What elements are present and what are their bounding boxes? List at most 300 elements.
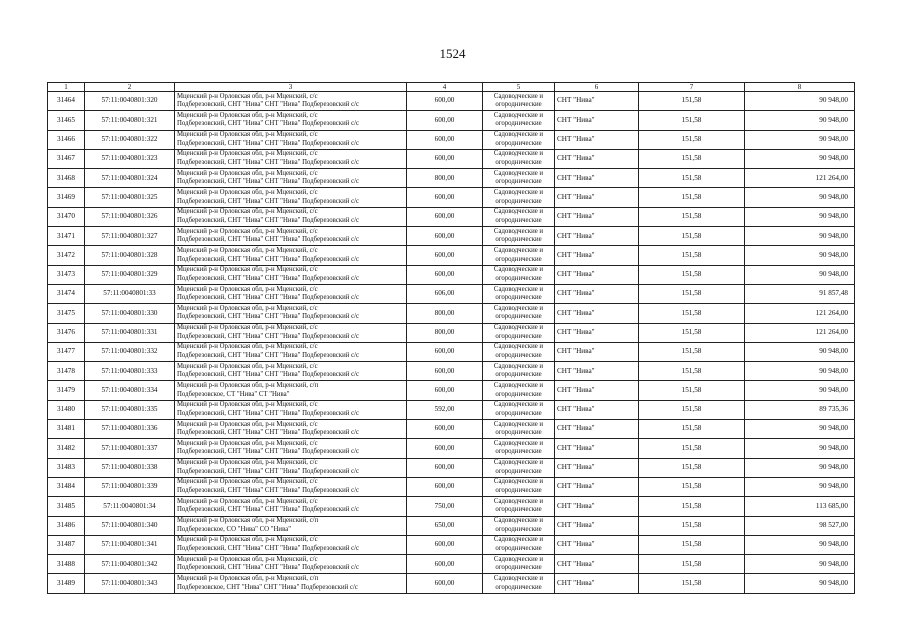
land-use-line-2: огороднические: [495, 332, 542, 340]
user-name: СНТ "Нива": [555, 535, 639, 554]
address-line-2: Подберезовский, СНТ "Нива" СНТ "Нива" Подберезовский с/с: [177, 101, 359, 109]
cadastral-cost: 90 948,00: [745, 439, 855, 458]
unit-rate: 151,58: [639, 381, 745, 400]
column-header: 1: [48, 83, 85, 92]
land-use-line-1: Садоводческие и: [493, 459, 544, 467]
cadastral-number: 57:11:0040801:337: [85, 439, 175, 458]
cadastral-number: 57:11:0040801:331: [85, 323, 175, 342]
table-row: [48, 207, 855, 226]
cadastral-number: 57:11:0040801:323: [85, 149, 175, 168]
table-row: [48, 439, 855, 458]
land-use-line-2: огороднические: [495, 371, 542, 379]
user-name: СНТ "Нива": [555, 169, 639, 188]
land-use-line-2: огороднические: [495, 216, 542, 224]
land-use-line-1: Садоводческие и: [493, 131, 544, 139]
land-use-line-2: огороднические: [495, 525, 542, 533]
table-row: [48, 420, 855, 439]
area-value: 600,00: [407, 477, 483, 496]
cadastral-number: 57:11:0040801:333: [85, 362, 175, 381]
land-use-line-1: Садоводческие и: [493, 497, 544, 505]
address-line-1: Мценский р-н Орловская обл, р-н Мценский, с/с: [177, 555, 318, 563]
address-line-2: Подберезовский, СНТ "Нива" СНТ "Нива" Подберезовский с/с: [177, 409, 359, 417]
column-number-row: [48, 83, 855, 92]
cadastral-number: 57:11:0040801:326: [85, 207, 175, 226]
user-name: СНТ "Нива": [555, 381, 639, 400]
land-use-line-2: огороднические: [495, 101, 542, 109]
land-use-line-1: Садоводческие и: [493, 478, 544, 486]
record-number: 31479: [48, 381, 85, 400]
address-line-1: Мценский р-н Орловская обл, р-н Мценский, с/с: [177, 227, 318, 235]
address-line-1: Мценский р-н Орловская обл, р-н Мценский, с/с: [177, 208, 318, 216]
address-line-1: Мценский р-н Орловская обл, р-н Мценский, с/с: [177, 478, 318, 486]
cadastral-cost: 98 527,00: [745, 516, 855, 535]
address-cell: [175, 246, 407, 265]
user-name: СНТ "Нива": [555, 516, 639, 535]
land-use-cell: [483, 516, 555, 535]
land-use-cell: [483, 169, 555, 188]
land-use-line-2: огороднические: [495, 409, 542, 417]
unit-rate: 151,58: [639, 304, 745, 323]
land-use-cell: [483, 555, 555, 574]
unit-rate: 151,58: [639, 477, 745, 496]
cadastral-number: 57:11:0040801:330: [85, 304, 175, 323]
table-row: [48, 169, 855, 188]
land-use-line-1: Садоводческие и: [493, 285, 544, 293]
land-use-line-1: Садоводческие и: [493, 401, 544, 409]
user-name: СНТ "Нива": [555, 439, 639, 458]
area-value: 600,00: [407, 342, 483, 361]
address-line-2: Подберезовский, СНТ "Нива" СНТ "Нива" Подберезовский с/с: [177, 506, 359, 514]
land-use-cell: [483, 420, 555, 439]
cadastral-number: 57:11:0040801:343: [85, 574, 175, 593]
record-number: 31488: [48, 555, 85, 574]
land-use-cell: [483, 439, 555, 458]
cadastral-cost: 90 948,00: [745, 130, 855, 149]
cadastral-number: 57:11:0040801:321: [85, 111, 175, 130]
address-line-2: Подберезовский, СНТ "Нива" СНТ "Нива" Подберезовский с/с: [177, 236, 359, 244]
user-name: СНТ "Нива": [555, 555, 639, 574]
address-cell: [175, 535, 407, 554]
area-value: 600,00: [407, 555, 483, 574]
land-use-line-1: Садоводческие и: [493, 420, 544, 428]
address-line-2: Подберезовский, СНТ "Нива" СНТ "Нива" Подберезовский с/с: [177, 448, 359, 456]
record-number: 31483: [48, 458, 85, 477]
column-header: 5: [483, 83, 555, 92]
unit-rate: 151,58: [639, 111, 745, 130]
cadastral-number: 57:11:0040801:320: [85, 92, 175, 111]
land-use-cell: [483, 535, 555, 554]
record-number: 31485: [48, 497, 85, 516]
unit-rate: 151,58: [639, 246, 745, 265]
land-use-cell: [483, 362, 555, 381]
cadastral-cost: 90 948,00: [745, 555, 855, 574]
table-row: [48, 535, 855, 554]
area-value: 600,00: [407, 574, 483, 593]
table-row: [48, 111, 855, 130]
user-name: СНТ "Нива": [555, 574, 639, 593]
record-number: 31489: [48, 574, 85, 593]
address-cell: [175, 111, 407, 130]
address-line-2: Подберезовский, СНТ "Нива" СНТ "Нива" Подберезовский с/с: [177, 544, 359, 552]
table-row: [48, 555, 855, 574]
address-line-1: Мценский р-н Орловская обл, р-н Мценский, с/с: [177, 246, 318, 254]
address-cell: [175, 284, 407, 303]
table-row: [48, 92, 855, 111]
land-use-cell: [483, 304, 555, 323]
area-value: 600,00: [407, 227, 483, 246]
area-value: 600,00: [407, 265, 483, 284]
user-name: СНТ "Нива": [555, 130, 639, 149]
table-row: [48, 362, 855, 381]
column-header: 7: [639, 83, 745, 92]
land-use-line-2: огороднические: [495, 197, 542, 205]
land-use-cell: [483, 477, 555, 496]
user-name: СНТ "Нива": [555, 92, 639, 111]
unit-rate: 151,58: [639, 227, 745, 246]
address-line-2: Подберезовский, СНТ "Нива" СНТ "Нива" Подберезовский с/с: [177, 255, 359, 263]
area-value: 600,00: [407, 535, 483, 554]
table-row: [48, 323, 855, 342]
table-row: [48, 246, 855, 265]
address-cell: [175, 555, 407, 574]
address-line-2: Подберезовский, СНТ "Нива" СНТ "Нива" Подберезовский с/с: [177, 216, 359, 224]
cadastral-cost: 113 685,00: [745, 497, 855, 516]
column-header: 8: [745, 83, 855, 92]
land-use-cell: [483, 458, 555, 477]
land-use-line-2: огороднические: [495, 583, 542, 591]
address-cell: [175, 130, 407, 149]
table-row: [48, 149, 855, 168]
address-line-1: Мценский р-н Орловская обл, р-н Мценский, с/с: [177, 92, 318, 100]
area-value: 600,00: [407, 92, 483, 111]
record-number: 31472: [48, 246, 85, 265]
unit-rate: 151,58: [639, 400, 745, 419]
cadastral-number: 57:11:0040801:33: [85, 284, 175, 303]
land-use-cell: [483, 381, 555, 400]
address-line-2: Подберезовский, СНТ "Нива" СНТ "Нива" Подберезовский с/с: [177, 564, 359, 572]
user-name: СНТ "Нива": [555, 400, 639, 419]
cadastral-number: 57:11:0040801:322: [85, 130, 175, 149]
area-value: 600,00: [407, 188, 483, 207]
address-cell: [175, 342, 407, 361]
address-line-2: Подберезовское, СНТ "Нива" СНТ "Нива" Подберезовский с/с: [177, 583, 358, 591]
user-name: СНТ "Нива": [555, 304, 639, 323]
area-value: 650,00: [407, 516, 483, 535]
column-header: 3: [175, 83, 407, 92]
cadastral-cost: 121 264,00: [745, 304, 855, 323]
user-name: СНТ "Нива": [555, 342, 639, 361]
address-cell: [175, 458, 407, 477]
land-use-cell: [483, 130, 555, 149]
address-line-1: Мценский р-н Орловская обл, р-н Мценский, с/с: [177, 266, 318, 274]
record-number: 31471: [48, 227, 85, 246]
address-line-1: Мценский р-н Орловская обл, р-н Мценский, с/п: [177, 574, 319, 582]
address-line-2: Подберезовское, СТ "Нива" СТ "Нива": [177, 390, 290, 398]
cadastral-cost: 90 948,00: [745, 227, 855, 246]
land-use-line-2: огороднические: [495, 544, 542, 552]
record-number: 31465: [48, 111, 85, 130]
address-line-2: Подберезовский, СНТ "Нива" СНТ "Нива" Подберезовский с/с: [177, 274, 359, 282]
address-line-2: Подберезовский, СНТ "Нива" СНТ "Нива" Подберезовский с/с: [177, 139, 359, 147]
address-line-1: Мценский р-н Орловская обл, р-н Мценский, с/с: [177, 362, 318, 370]
cadastral-cost: 89 735,36: [745, 400, 855, 419]
cadastral-cost: 121 264,00: [745, 169, 855, 188]
record-number: 31466: [48, 130, 85, 149]
address-line-2: Подберезовский, СНТ "Нива" СНТ "Нива" Подберезовский с/с: [177, 120, 359, 128]
land-use-cell: [483, 149, 555, 168]
area-value: 800,00: [407, 304, 483, 323]
address-cell: [175, 227, 407, 246]
address-line-2: Подберезовское, СО "Нива" СО "Нива": [177, 525, 291, 533]
cadastral-number: 57:11:0040801:341: [85, 535, 175, 554]
land-use-line-1: Садоводческие и: [493, 574, 544, 582]
address-cell: [175, 381, 407, 400]
user-name: СНТ "Нива": [555, 265, 639, 284]
user-name: СНТ "Нива": [555, 323, 639, 342]
address-cell: [175, 265, 407, 284]
cadastral-number: 57:11:0040801:342: [85, 555, 175, 574]
address-cell: [175, 420, 407, 439]
cadastral-cost: 90 948,00: [745, 342, 855, 361]
land-use-cell: [483, 265, 555, 284]
cadastral-cost: 90 948,00: [745, 535, 855, 554]
cadastral-cost: 90 948,00: [745, 265, 855, 284]
cadastral-cost: 90 948,00: [745, 381, 855, 400]
unit-rate: 151,58: [639, 439, 745, 458]
land-use-line-1: Садоводческие и: [493, 92, 544, 100]
land-use-cell: [483, 323, 555, 342]
unit-rate: 151,58: [639, 555, 745, 574]
table-row: [48, 381, 855, 400]
land-use-cell: [483, 246, 555, 265]
table-row: [48, 477, 855, 496]
table-row: [48, 497, 855, 516]
address-line-2: Подберезовский, СНТ "Нива" СНТ "Нива" Подберезовский с/с: [177, 178, 359, 186]
land-use-cell: [483, 400, 555, 419]
land-use-line-2: огороднические: [495, 178, 542, 186]
cadastral-number: 57:11:0040801:334: [85, 381, 175, 400]
cadastral-cost: 91 857,48: [745, 284, 855, 303]
land-use-line-2: огороднические: [495, 294, 542, 302]
address-line-1: Мценский р-н Орловская обл, р-н Мценский, с/с: [177, 169, 318, 177]
land-use-line-1: Садоводческие и: [493, 150, 544, 158]
address-cell: [175, 497, 407, 516]
unit-rate: 151,58: [639, 188, 745, 207]
record-number: 31464: [48, 92, 85, 111]
user-name: СНТ "Нива": [555, 458, 639, 477]
land-use-line-2: огороднические: [495, 429, 542, 437]
land-use-line-2: огороднические: [495, 564, 542, 572]
table-row: [48, 516, 855, 535]
cadastral-cost: 90 948,00: [745, 92, 855, 111]
unit-rate: 151,58: [639, 207, 745, 226]
address-line-2: Подберезовский, СНТ "Нива" СНТ "Нива" Подберезовский с/с: [177, 159, 359, 167]
record-number: 31475: [48, 304, 85, 323]
address-cell: [175, 400, 407, 419]
unit-rate: 151,58: [639, 458, 745, 477]
cadastral-number: 57:11:0040801:328: [85, 246, 175, 265]
record-number: 31476: [48, 323, 85, 342]
land-use-line-1: Садоводческие и: [493, 324, 544, 332]
cadastral-number: 57:11:0040801:332: [85, 342, 175, 361]
land-use-cell: [483, 111, 555, 130]
land-use-line-1: Садоводческие и: [493, 439, 544, 447]
address-line-2: Подберезовский, СНТ "Нива" СНТ "Нива" Подберезовский с/с: [177, 487, 359, 495]
area-value: 600,00: [407, 246, 483, 265]
address-cell: [175, 207, 407, 226]
cadastral-number: 57:11:0040801:327: [85, 227, 175, 246]
land-use-cell: [483, 207, 555, 226]
address-line-2: Подберезовский, СНТ "Нива" СНТ "Нива" Подберезовский с/с: [177, 332, 359, 340]
land-use-line-2: огороднические: [495, 313, 542, 321]
cadastral-cost: 121 264,00: [745, 323, 855, 342]
record-number: 31477: [48, 342, 85, 361]
unit-rate: 151,58: [639, 323, 745, 342]
land-use-cell: [483, 92, 555, 111]
unit-rate: 151,58: [639, 130, 745, 149]
land-use-line-1: Садоводческие и: [493, 266, 544, 274]
land-registry-table: [47, 82, 855, 594]
address-line-1: Мценский р-н Орловская обл, р-н Мценский, с/с: [177, 324, 318, 332]
land-use-line-2: огороднические: [495, 120, 542, 128]
address-line-1: Мценский р-н Орловская обл, р-н Мценский, с/п: [177, 382, 319, 389]
area-value: 592,00: [407, 400, 483, 419]
land-use-line-1: Садоводческие и: [493, 111, 544, 119]
address-line-2: Подберезовский, СНТ "Нива" СНТ "Нива" Подберезовский с/с: [177, 467, 359, 475]
unit-rate: 151,58: [639, 342, 745, 361]
table-row: [48, 458, 855, 477]
unit-rate: 151,58: [639, 497, 745, 516]
land-use-cell: [483, 188, 555, 207]
user-name: СНТ "Нива": [555, 284, 639, 303]
user-name: СНТ "Нива": [555, 207, 639, 226]
column-header: 2: [85, 83, 175, 92]
cadastral-cost: 90 948,00: [745, 188, 855, 207]
unit-rate: 151,58: [639, 362, 745, 381]
unit-rate: 151,58: [639, 420, 745, 439]
unit-rate: 151,58: [639, 265, 745, 284]
land-use-line-2: огороднические: [495, 506, 542, 514]
area-value: 606,00: [407, 284, 483, 303]
record-number: 31473: [48, 265, 85, 284]
cadastral-cost: 90 948,00: [745, 207, 855, 226]
address-line-1: Мценский р-н Орловская обл, р-н Мценский, с/с: [177, 420, 318, 428]
address-line-1: Мценский р-н Орловская обл, р-н Мценский, с/с: [177, 285, 318, 293]
land-use-cell: [483, 574, 555, 593]
cadastral-number: 57:11:0040801:338: [85, 458, 175, 477]
land-use-line-1: Садоводческие и: [493, 362, 544, 370]
address-cell: [175, 516, 407, 535]
area-value: 600,00: [407, 207, 483, 226]
cadastral-cost: 90 948,00: [745, 458, 855, 477]
unit-rate: 151,58: [639, 574, 745, 593]
land-use-line-2: огороднические: [495, 255, 542, 263]
user-name: СНТ "Нива": [555, 420, 639, 439]
unit-rate: 151,58: [639, 92, 745, 111]
unit-rate: 151,58: [639, 149, 745, 168]
address-line-1: Мценский р-н Орловская обл, р-н Мценский, с/с: [177, 150, 318, 158]
land-use-line-2: огороднические: [495, 352, 542, 359]
address-line-1: Мценский р-н Орловская обл, р-н Мценский, с/с: [177, 536, 318, 544]
area-value: 600,00: [407, 362, 483, 381]
page-number: 1524: [439, 46, 466, 61]
user-name: СНТ "Нива": [555, 362, 639, 381]
land-use-line-1: Садоводческие и: [493, 555, 544, 563]
user-name: СНТ "Нива": [555, 111, 639, 130]
unit-rate: 151,58: [639, 516, 745, 535]
user-name: СНТ "Нива": [555, 246, 639, 265]
address-line-1: Мценский р-н Орловская обл, р-н Мценский, с/с: [177, 343, 318, 351]
land-use-line-2: огороднические: [495, 390, 542, 398]
table-row: [48, 227, 855, 246]
record-number: 31486: [48, 516, 85, 535]
record-number: 31482: [48, 439, 85, 458]
land-use-line-2: огороднические: [495, 274, 542, 282]
table-row: [48, 304, 855, 323]
cadastral-cost: 90 948,00: [745, 111, 855, 130]
record-number: 31469: [48, 188, 85, 207]
table-row: [48, 574, 855, 593]
cadastral-cost: 90 948,00: [745, 477, 855, 496]
cadastral-number: 57:11:0040801:339: [85, 477, 175, 496]
address-line-1: Мценский р-н Орловская обл, р-н Мценский, с/с: [177, 304, 318, 312]
land-use-line-1: Садоводческие и: [493, 517, 544, 525]
unit-rate: 151,58: [639, 284, 745, 303]
land-use-line-1: Садоводческие и: [493, 208, 544, 216]
cadastral-number: 57:11:0040801:329: [85, 265, 175, 284]
address-cell: [175, 439, 407, 458]
area-value: 600,00: [407, 439, 483, 458]
land-use-line-2: огороднические: [495, 139, 542, 147]
area-value: 600,00: [407, 130, 483, 149]
user-name: СНТ "Нива": [555, 149, 639, 168]
land-use-cell: [483, 284, 555, 303]
cadastral-cost: 90 948,00: [745, 149, 855, 168]
address-cell: [175, 477, 407, 496]
land-use-cell: [483, 497, 555, 516]
address-cell: [175, 362, 407, 381]
unit-rate: 151,58: [639, 535, 745, 554]
area-value: 800,00: [407, 323, 483, 342]
address-line-2: Подберезовский, СНТ "Нива" СНТ "Нива" Подберезовский с/с: [177, 294, 359, 302]
address-line-1: Мценский р-н Орловская обл, р-н Мценский, с/с: [177, 401, 318, 409]
address-line-1: Мценский р-н Орловская обл, р-н Мценский, с/с: [177, 111, 318, 119]
address-line-2: Подберезовский, СНТ "Нива" СНТ "Нива" Подберезовский с/с: [177, 371, 359, 379]
land-use-cell: [483, 342, 555, 361]
area-value: 800,00: [407, 169, 483, 188]
land-use-line-2: огороднические: [495, 487, 542, 495]
address-line-2: Подберезовский, СНТ "Нива" СНТ "Нива" Подберезовский с/с: [177, 313, 359, 321]
address-cell: [175, 323, 407, 342]
cadastral-cost: 90 948,00: [745, 420, 855, 439]
land-use-line-2: огороднические: [495, 467, 542, 475]
area-value: 600,00: [407, 458, 483, 477]
table-body: [48, 92, 855, 594]
cadastral-cost: 90 948,00: [745, 362, 855, 381]
area-value: 600,00: [407, 420, 483, 439]
record-number: 31470: [48, 207, 85, 226]
cadastral-cost: 90 948,00: [745, 574, 855, 593]
land-use-line-2: огороднические: [495, 159, 542, 167]
cadastral-number: 57:11:0040801:335: [85, 400, 175, 419]
address-line-2: Подберезовский, СНТ "Нива" СНТ "Нива" Подберезовский с/с: [177, 197, 359, 205]
user-name: СНТ "Нива": [555, 227, 639, 246]
table-row: [48, 265, 855, 284]
land-use-line-1: Садоводческие и: [493, 246, 544, 254]
address-cell: [175, 188, 407, 207]
address-line-2: Подберезовский, СНТ "Нива" СНТ "Нива" Подберезовский с/с: [177, 352, 359, 359]
table-row: [48, 130, 855, 149]
